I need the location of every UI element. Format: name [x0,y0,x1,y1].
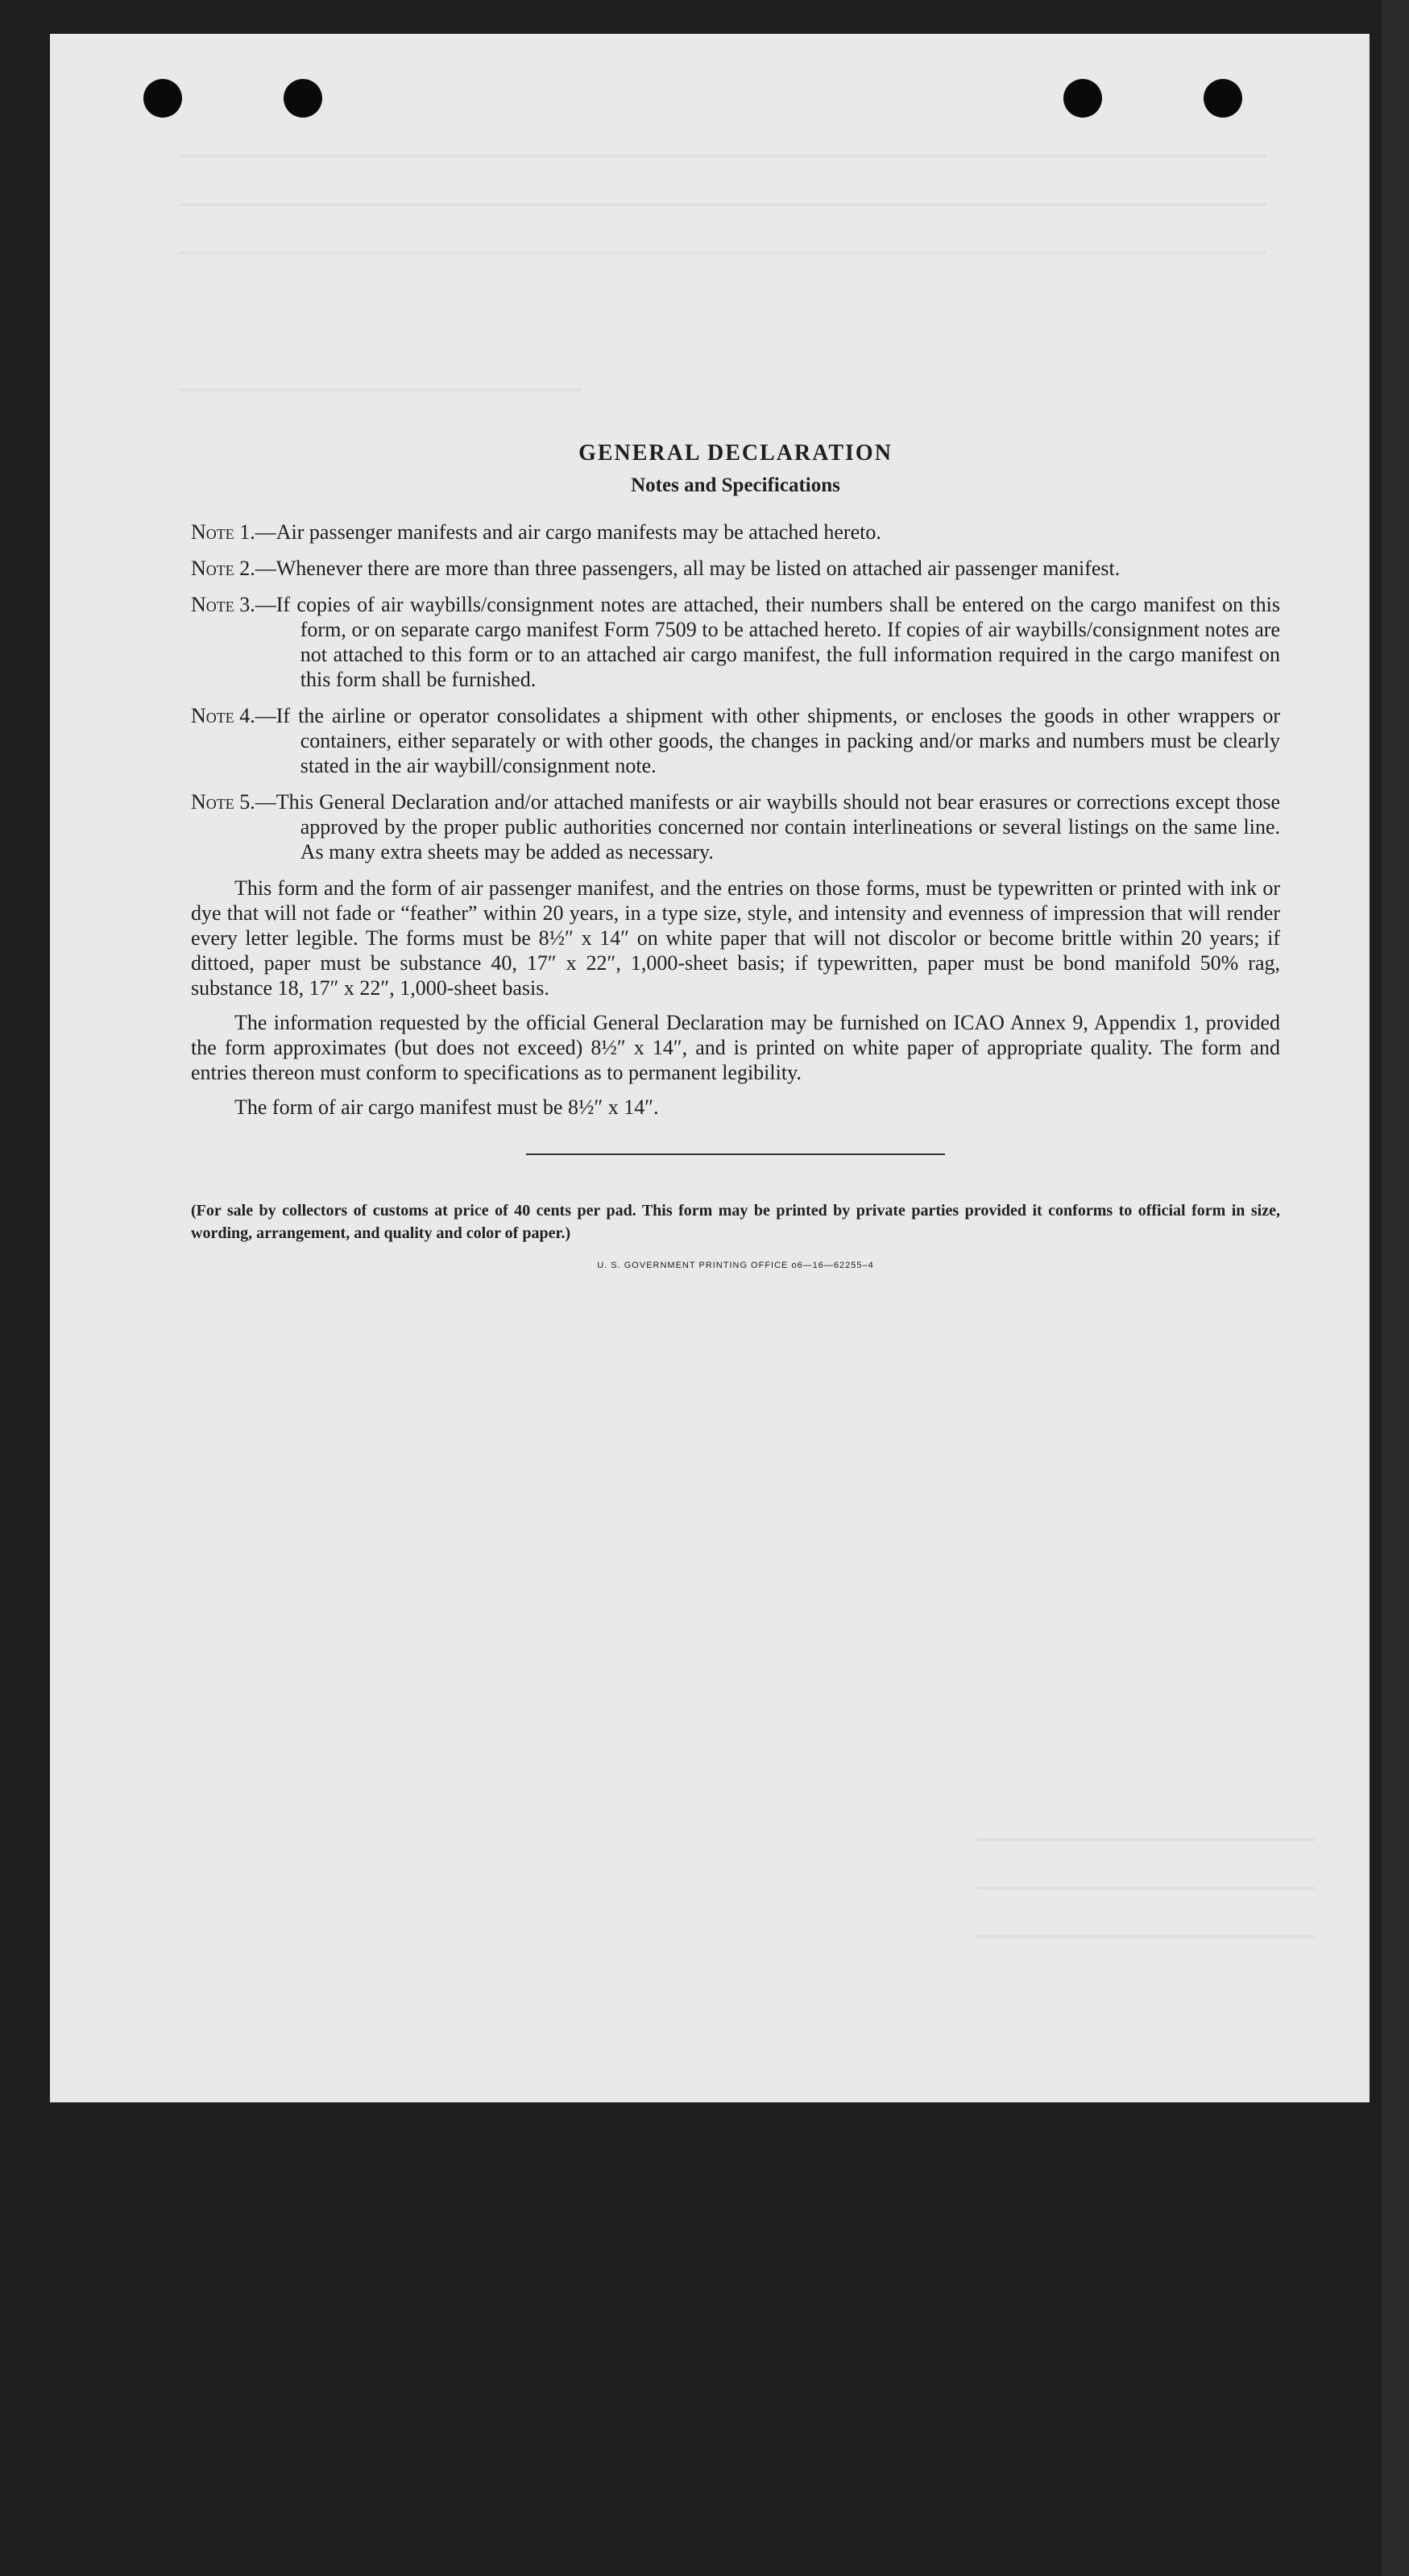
note-label: Note 4.— [191,704,276,727]
note-item [191,789,1280,864]
bleed-through-line [179,251,1266,255]
bleed-through-line [976,1886,1315,1890]
punch-hole [1204,79,1242,118]
scan-background-strip [1382,0,1409,2576]
note-item [191,520,1280,545]
cargo-manifest-size-paragraph: The form of air cargo manifest must be 8½″ x 14″. [234,1095,659,1119]
note-text: If copies of air waybills/consignment notes are attached, their numbers shall be entered on the cargo manifest on this form, or on separate cargo manifest Form 7509 to be attached hereto. If copies of air waybills/consignment notes are not attached to this form or to an attached air cargo manifest, the full information required in the cargo manifest on this form shall be furnished. [276,593,1280,691]
sale-note: (For sale by collectors of customs at price of 40 cents per pad. This form may be printed by private parties provided it conforms to official form in size, wording, arrangement, and quality and color of paper.) [191,1202,1280,1242]
note-text: If the airline or operator consolidates a shipment with other shipments, or encloses the goods in other wrappers or containers, either separately or with other goods, the changes in packing and/or marks and numbers must be clearly stated in the air waybill/consignment note. [276,704,1280,777]
note-text: This General Declaration and/or attached manifests or air waybills should not bear erasures or corrections except those approved by the proper public authorities concerned nor contain interlineations or several listings on the same line. As many extra sheets may be added as necessary. [276,790,1280,863]
document-subtitle: Notes and Specifications [631,474,840,496]
icao-paragraph: The information requested by the official General Declaration may be furnished on ICAO Annex 9, Appendix 1, provided the form approximates (but does not exceed) 8½″ x 14″, and is printed on white paper of appropriate quality. The form and entries thereon must conform to specifications as to permanent legibility. [191,1011,1280,1084]
bleed-through-line [179,155,1266,158]
punch-hole [284,79,322,118]
bleed-through-line [179,203,1266,206]
document-page [50,34,1370,2102]
paper-specification-paragraph: This form and the form of air passenger manifest, and the entries on those forms, must be typewritten or printed with ink or dye that will not fade or “feather” within 20 years, in a type size, style, and intensity and evenness of impression that will render every letter legible. The forms must be 8½″ x 14″ on white paper that will not discolor or become brittle within 20 years; if dittoed, paper must be substance 40, 17″ x 22″, 1,000-sheet basis; if typewritten, paper must be bond manifold 50% rag, substance 18, 17″ x 22″, 1,000-sheet basis. [191,876,1280,1000]
bleed-through-line [976,1838,1315,1841]
note-item [191,703,1280,778]
declaration-notes [191,441,1280,1270]
note-label: Note 2.— [191,557,276,580]
note-item [191,556,1280,581]
note-text: Air passenger manifests and air cargo manifests may be attached hereto. [276,520,881,544]
note-item [191,592,1280,692]
bleed-through-line [179,388,582,391]
note-label: Note 1.— [191,520,276,544]
document-title: GENERAL DECLARATION [578,441,893,466]
divider-rule [526,1153,945,1155]
printer-imprint: U. S. GOVERNMENT PRINTING OFFICE o6—16—62255–4 [597,1261,874,1270]
note-label: Note 5.— [191,790,276,814]
note-label: Note 3.— [191,593,276,616]
punch-hole [1063,79,1102,118]
note-text: Whenever there are more than three passengers, all may be listed on attached air passenger manifest. [276,557,1121,580]
bleed-through-line [976,1935,1315,1938]
punch-hole [143,79,182,118]
